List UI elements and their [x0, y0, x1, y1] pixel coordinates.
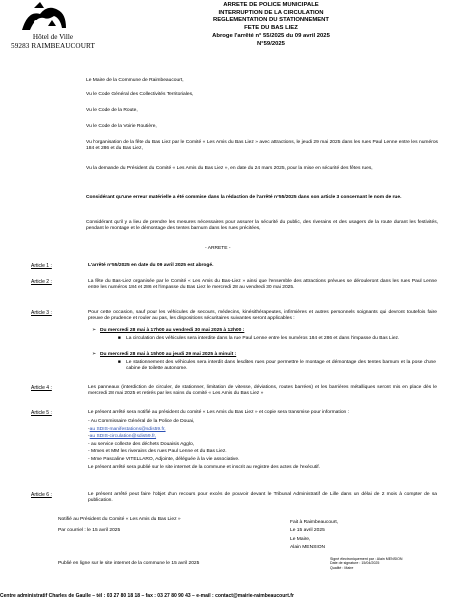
- article-5-recipients: [88, 418, 239, 464]
- article-5-label: Article 5 :: [31, 410, 52, 416]
- bullet-icon: ➢: [92, 328, 97, 333]
- recipient-item: - Mme Pascaline VITELLARO, Adjointe, déléguée à la vie associative.: [88, 456, 240, 462]
- recipient-item: - Mmes et MM les riverains des rues Paul Lenne et du Bas Liez.: [88, 449, 227, 455]
- bullet-icon: ➢: [92, 352, 97, 357]
- org-address: 59283 RAIMBEAUCOURT: [11, 42, 95, 50]
- org-name: Hôtel de Ville: [32, 33, 74, 41]
- electronic-signature: Signé électroniquement par : Alain MENSION Date de signature : 15/04/2025 Qualité : Maire: [330, 557, 403, 570]
- published-line: Publié en ligne sur le site internet de la commune le 15 avril 2025: [58, 561, 200, 566]
- article-4-label: Article 4 :: [31, 385, 52, 391]
- recipient-item: - au SDIS-manifestations@sdis59.fr,: [88, 426, 166, 432]
- article-3-item1-text: La circulation des véhicules sera interdite dans la rue Paul Lenne entre les numéros 184 et 286 et dans l'impasse du Bas Liez.: [126, 336, 400, 341]
- recipient-item: - Au Commissaire Général de la Police de Douai,: [88, 419, 195, 424]
- preamble-considerant: Considérant qu'il y a lieu de prendre les mesures nécessaires pour assurer la sécurité du public, des riverains et des usagers de la route durant les festivités, pendant le montage et le démontage des tentes barnum dans les rues précitées,: [86, 220, 438, 232]
- article-3-item2-text: Le stationnement des véhicules sera interdit dans lesdites rues pour permettre le montage et démontage des tentes barnum et la pose d'une cabine de toilette autonome.: [126, 360, 436, 372]
- recipient-item: - au service collecte des déchets Douaisis Agglo,: [88, 441, 195, 447]
- article-5-closing: Le présent arrêté sera publié sur le site internet de la commune et inscrit au registre des actes de l'exécutif.: [88, 465, 320, 470]
- email-link[interactable]: au SDIS-manifestations@sdis59.fr,: [89, 426, 166, 432]
- preamble-request: Vu la demande du Président du Comité « Les Amis du Bas Liez », en date du 24 mars 2025, pour la mise en sécurité des fêtes rues,: [86, 166, 373, 171]
- title-line: INTERRUPTION DE LA CIRCULATION: [218, 9, 324, 16]
- preamble-code-route: Vu le Code de la Route,: [86, 108, 138, 113]
- article-3-item2-date: Du mercredi 28 mai à 15h00 au jeudi 29 mai 2025 à minuit :: [100, 352, 237, 357]
- title-line: FETE DU BAS LIEZ: [244, 25, 298, 32]
- footer-contact: Centre administratif Charles de Gaulle – tél : 03 27 80 18 18 – fax : 03 27 80 90 43 – e-mail : contact@mairie-raimbeaucourt.fr: [0, 593, 294, 599]
- arrete-heading: - ARRETE -: [205, 246, 231, 251]
- title-line: Abroge l'arrêté n° 55/2025 du 09 avril 2025: [212, 32, 330, 39]
- preamble-cgct: Vu le Code Général des Collectivités Territoriales,: [86, 92, 194, 97]
- recipient-item: - au SDIS-circulation@sdis59.fr,: [88, 434, 157, 440]
- article-3-text: Pour cette occasion, sauf pour les véhicules de secours, médecins, kinésithérapeutes, infirmières et autres personnels soignants qui devront toutefois faire preuve de prudence et rouler au pas, les dispositions sécuritaires suivantes seront applicables :: [88, 310, 437, 322]
- article-3-label: Article 3 :: [31, 310, 52, 316]
- article-5-text: Le présent arrêté sera notifié au président du comité « Les Amis du Bas Liez » et copie sera transmise pour information :: [88, 410, 349, 415]
- preamble-code-voirie: Vu le Code de la Voirie Routière,: [86, 124, 157, 129]
- decree-title: [170, 2, 372, 48]
- article-2-label: Article 2 :: [31, 279, 52, 285]
- email-link[interactable]: au SDIS-circulation@sdis59.fr,: [89, 434, 157, 440]
- article-1-text: L'arrêté n°55/2025 en date du 09 avril 2025 est abrogé.: [88, 263, 214, 268]
- notified-line: Notifié au Président du Comité « Les Amis du Bas Liez »: [58, 517, 181, 522]
- bullet-icon: ■: [118, 336, 121, 341]
- article-6-label: Article 6 :: [31, 492, 52, 498]
- article-3-item1-date: Du mercredi 28 mai à 17h00 au vendredi 30 mai 2025 à 12h00 :: [100, 328, 245, 333]
- preamble-mayor: Le Maire de la Commune de Raimbeaucourt,: [86, 78, 184, 83]
- town-logo: [18, 0, 70, 32]
- article-2-text: La fête du Bas-Liez organisée par le Comité « Les Amis du Bas-Liez » ainsi que l'ensemble des attractions prévues se dérouleront dans les rues Paul Lenne entre les numéros 184 et 286 et l'impasse du Bas Liez le mercredi 28 au vendredi 30 mai 2025.: [88, 279, 437, 291]
- article-6-text: Le présent arrêté peut faire l'objet d'un recours pour excès de pouvoir devant le Tribunal Administratif de Lille dans un délai de 2 mois à compter de sa publication.: [88, 492, 437, 504]
- title-line: ARRETE DE POLICE MUNICIPALE: [223, 2, 319, 8]
- article-4-text: Les panneaux (interdiction de circuler, de stationner, limitation de vitesse, déviations, routes barrées) et les barrières métalliques seront mis en place dès le mercredi 28 mai 2025 et retirés par les soins du comité « Les Amis du Bas Liez »: [88, 385, 437, 397]
- title-line: N°59/2025: [257, 40, 285, 47]
- par-courriel-line: Par courriel : le 15 avril 2025: [58, 528, 121, 533]
- signature-place: Fait à Raimbeaucourt, Le 15 avril 2025 Le Maire, Alain MENSION: [290, 520, 339, 550]
- preamble-organisation: Vu l'organisation de la fête du Bas Liez par le Comité « Les Amis du Bas Liez » avec attractions, le jeudi 29 mai 2025 dans les rues Paul Lenne entre les numéros 184 et 286 et du Bas Liez,: [86, 140, 438, 152]
- title-line: REGLEMENTATION DU STATIONNEMENT: [212, 17, 330, 24]
- article-1-label: Article 1 :: [31, 263, 52, 269]
- bullet-icon: ■: [118, 360, 121, 365]
- preamble-erreur: Considérant qu'une erreur matérielle a été commise dans la rédaction de l'arrêté n°55/2025 dans son article 3 concernant le nom de rue.: [86, 195, 402, 200]
